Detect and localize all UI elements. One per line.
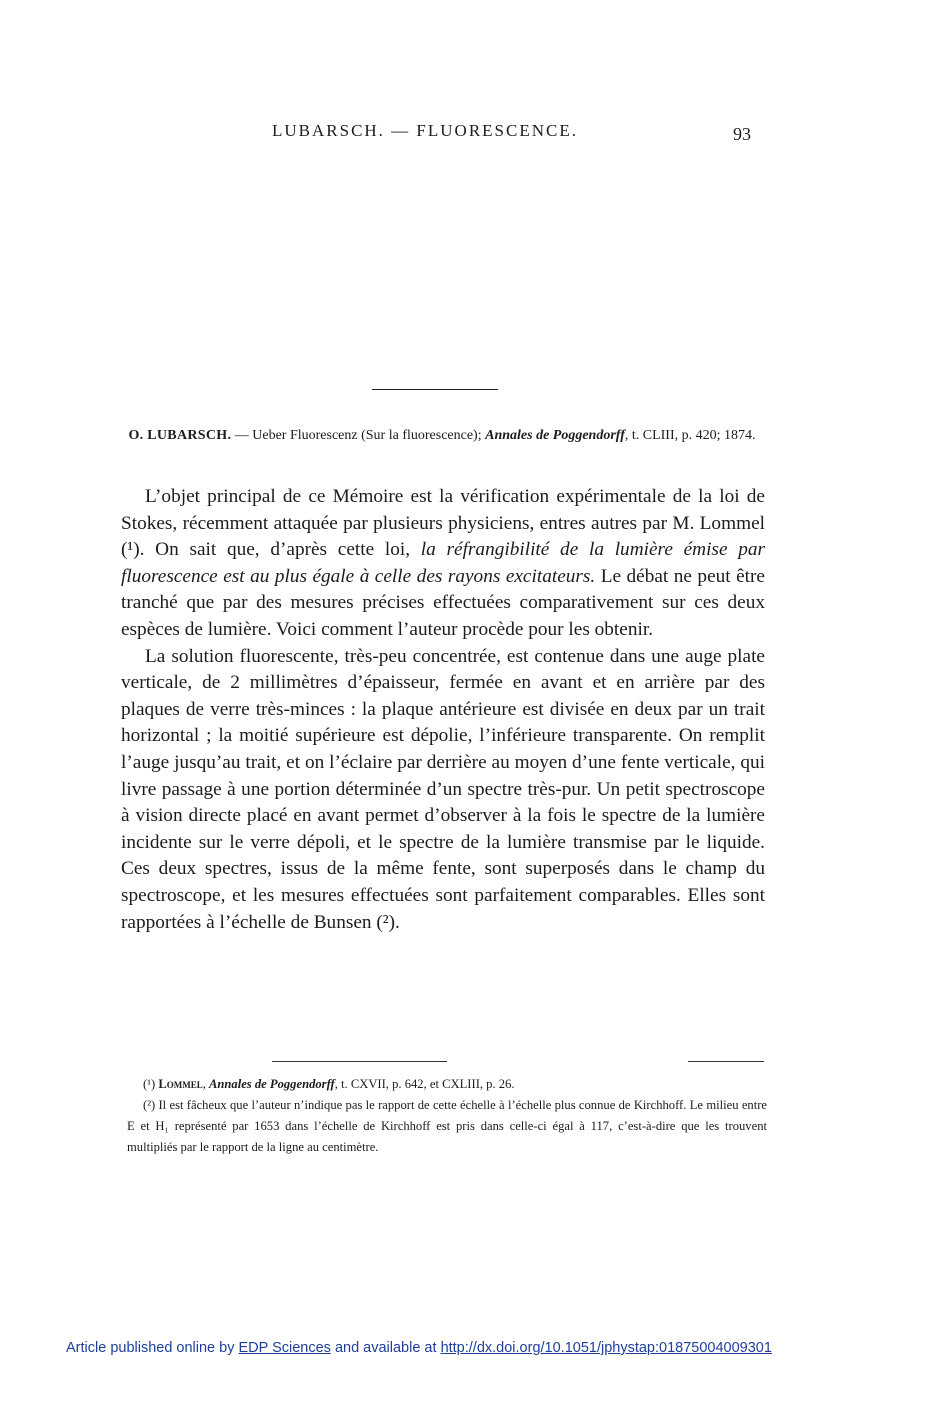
citation-title: Ueber Fluorescenz (Sur la fluorescence); (252, 428, 482, 443)
footnote-1-author: Lommel (158, 1077, 203, 1091)
citation-details: , t. CLIII, p. 420; 1874. (624, 428, 756, 443)
paragraph-1-text-a: L’objet principal de ce Mémoire est la vérification expérimentale de la loi de Stokes, récemment attaquée par plusieurs physiciens, entres autres par M. Lommel (¹). On sait que, d’après cette loi, (121, 486, 765, 561)
paragraph-2: La solution fluorescente, très-peu concentrée, est contenue dans une auge plate verticale, de 2 millimètres d’épaisseur, fermée en avant et en arrière par des plaques de verre très-minces : la plaque antérieure est divisée en deux par un trait horizontal ; la moitié supérieure est dépolie, l’inférieure transparente. On remplit l’auge jusqu’au trait, et on l’éclaire par derrière au moyen d’une fente verticale, qui livre passage à une portion déterminée d’un spectre très-pur. Un petit spectroscope à vision directe placé en avant permet d’observer à la fois le spectre de la lumière incidente sur le verre dépoli, et le spectre de la lumière transmise par le liquide. Ces deux spectres, issus de la même fente, sont superposés dans le champ du spectroscope, et les mesures effectuées sont parfaitement comparables. Elles sont rapportées à l’échelle de Bunsen (²). (121, 645, 765, 933)
citation-author: O. LUBARSCH. (128, 428, 232, 443)
paragraph-1 (121, 484, 765, 644)
article-citation (118, 426, 766, 445)
running-title: LUBARSCH. — FLUORESCENCE. (272, 121, 578, 140)
paragraph-1-italic-law: la réfrangibilité de la lumière émise par fluorescence est au plus égale à celle des rayons excitateurs. (121, 539, 766, 587)
footnote-2: (²) Il est fâcheux que l’auteur n’indique pas le rapport de cette échelle à l’échelle plus connue de Kirchhoff. Le milieu entre E et H₁ représenté par 1653 dans l’échelle de Kirchhoff est pris dans celle-ci égal à 117, c’est-à-dire que les trouvent multipliés par le rapport de la ligne au centimètre. (127, 1098, 767, 1154)
footnotes (127, 1074, 767, 1158)
citation-dash: — (231, 428, 253, 443)
publisher-middle: and available at (330, 1340, 441, 1356)
citation-journal: Annales de Poggendorff (485, 428, 625, 443)
publisher-link[interactable]: EDP Sciences (238, 1340, 331, 1356)
footnote-1-rest: , t. CXVII, p. 642, et CXLIII, p. 26. (334, 1077, 515, 1091)
paragraph-1-text-b: Le débat ne peut être tranché que par des mesures précises effectuées comparativement sur ces deux espèces de lumière. Voici comment l’auteur procède pour les obtenir. (121, 565, 765, 640)
footnote-rule-right (688, 1061, 764, 1062)
footnote-1-mark: (¹) (143, 1077, 159, 1091)
article-body (121, 484, 765, 936)
footnote-1-journal: Annales de Poggendorff (209, 1077, 335, 1091)
footnote-1 (127, 1074, 767, 1095)
doi-link[interactable]: http://dx.doi.org/10.1051/jphystap:01875004009301 (440, 1340, 772, 1356)
publisher-notice (66, 1340, 772, 1356)
footnote-1-sep: , (202, 1077, 210, 1091)
page-number: 93 (733, 124, 751, 144)
footnote-rule (272, 1061, 447, 1062)
section-divider (372, 389, 498, 390)
publisher-prefix: Article published online by (66, 1340, 239, 1356)
